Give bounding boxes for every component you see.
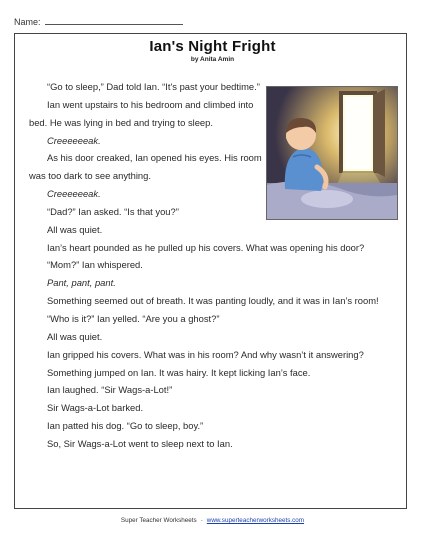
- story-paragraph: “Mom?” Ian whispered.: [47, 259, 143, 271]
- name-blank-line[interactable]: [45, 16, 183, 25]
- story-paragraph: “Go to sleep,” Dad told Ian. “It's past your bedtime.”: [47, 81, 260, 92]
- story-paragraph: Ian gripped his covers. What was in his room? And why wasn’t it answering?: [47, 348, 364, 360]
- footer-separator: -: [200, 517, 203, 524]
- story-paragraph: Ian went upstairs to his bedroom and climbed into bed. He was lying in bed and trying to sleep.: [29, 98, 254, 128]
- story-paragraph: Something jumped on Ian. It was hairy. It kept licking Ian’s face.: [47, 366, 311, 378]
- page-footer: [0, 517, 425, 524]
- story-paragraph: All was quiet.: [47, 223, 103, 235]
- story-paragraph: Sir Wags-a-Lot barked.: [47, 402, 144, 414]
- story-paragraph: Ian patted his dog. “Go to sleep, boy.”: [47, 420, 204, 432]
- story-paragraph: “Dad?” Ian asked. “Is that you?”: [47, 205, 179, 217]
- name-label: Name:: [14, 17, 41, 27]
- story-paragraph: Creeeeeeak.: [47, 134, 101, 146]
- story-paragraph: Something seemed out of breath. It was panting loudly, and it was in Ian’s room!: [47, 295, 379, 307]
- story-paragraph: So, Sir Wags-a-Lot went to sleep next to Ian.: [47, 437, 233, 449]
- footer-website-link[interactable]: www.superteacherworksheets.com: [206, 517, 305, 524]
- story-paragraph: Creeeeeeak.: [47, 188, 101, 200]
- story-paragraph: As his door creaked, Ian opened his eyes. His room was too dark to see anything.: [29, 152, 262, 182]
- story-byline: by Anita Amin: [190, 56, 235, 63]
- story-paragraph: Pant, pant, pant.: [47, 277, 116, 289]
- story-paragraph: All was quiet.: [47, 330, 103, 342]
- story-body: [29, 78, 401, 453]
- story-paragraph: Ian laughed. “Sir Wags-a-Lot!”: [47, 384, 173, 396]
- story-title: Ian's Night Fright: [149, 38, 276, 55]
- footer-publisher: Super Teacher Worksheets: [120, 517, 197, 524]
- name-field: [14, 16, 183, 27]
- story-paragraph: “Who is it?” Ian yelled. “Are you a ghost?”: [47, 312, 220, 324]
- story-paragraph: Ian’s heart pounded as he pulled up his covers. What was opening his door?: [47, 241, 365, 253]
